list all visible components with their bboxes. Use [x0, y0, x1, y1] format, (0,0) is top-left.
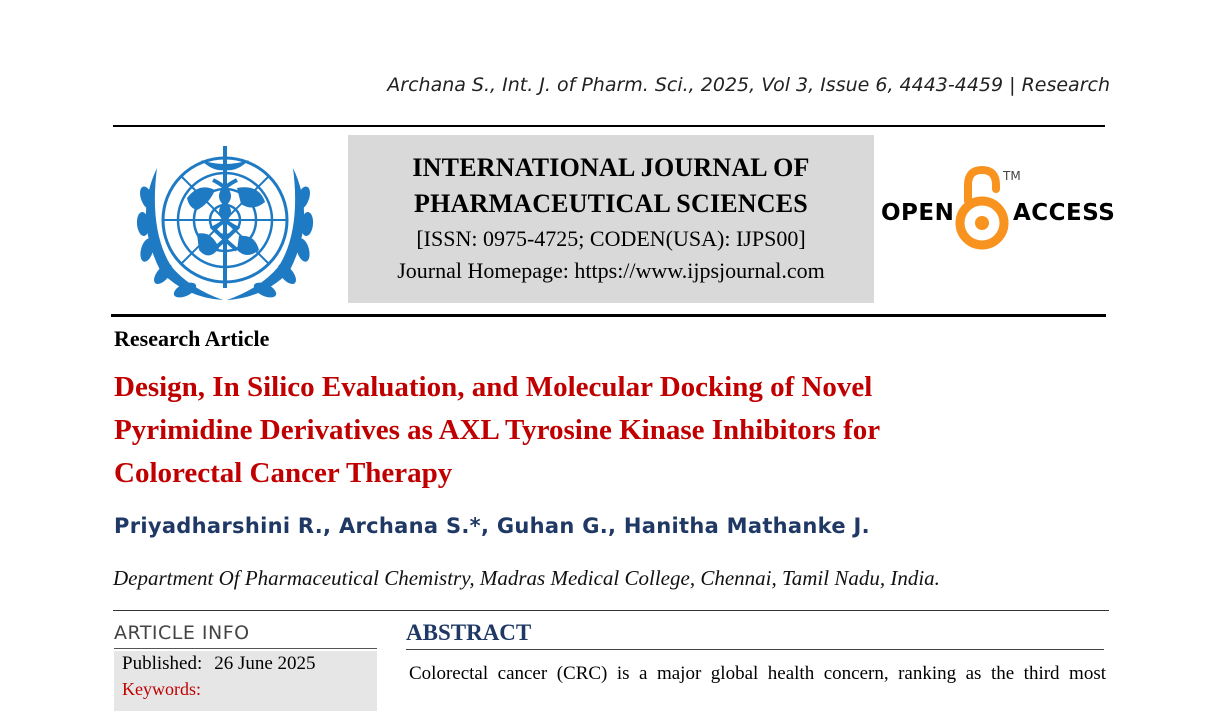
article-info-heading: ARTICLE INFO [114, 622, 250, 644]
journal-name-line2: PHARMACEUTICAL SCIENCES [414, 189, 808, 218]
abstract-heading: ABSTRACT [406, 620, 532, 645]
journal-title-box [348, 135, 874, 303]
affiliation: Department Of Pharmaceutical Chemistry, Madras Medical College, Chennai, Tamil Nadu, India. [113, 566, 940, 590]
open-access-logo [880, 165, 1116, 255]
un-emblem-logo [127, 138, 323, 306]
open-access-word-access: ACCESS [1013, 200, 1116, 226]
published-row [122, 653, 316, 675]
article-title-line2: Pyrimidine Derivatives as AXL Tyrosine Kinase Inhibitors for [114, 414, 881, 446]
keywords-label: Keywords: [122, 679, 201, 699]
header-top-rule [113, 125, 1105, 127]
journal-issn: [ISSN: 0975-4725; CODEN(USA): IJPS00] [416, 226, 806, 251]
journal-homepage: Journal Homepage: https://www.ijpsjournal.com [397, 258, 825, 283]
affiliation-rule [113, 610, 1109, 611]
article-type: Research Article [114, 326, 270, 351]
article-title-line3: Colorectal Cancer Therapy [114, 457, 453, 489]
article-title-line1: Design, In Silico Evaluation, and Molecular Docking of Novel [114, 371, 873, 403]
journal-name-line1: INTERNATIONAL JOURNAL OF [412, 153, 810, 182]
trademark-symbol: TM [1003, 169, 1021, 183]
article-title [114, 366, 1114, 495]
open-access-lock-icon [954, 165, 1010, 251]
published-date: 26 June 2025 [214, 653, 316, 674]
header-bottom-rule [111, 314, 1106, 317]
abstract-rule [406, 649, 1104, 650]
article-info-rule [114, 648, 377, 649]
author-list: Priyadharshini R., Archana S.*, Guhan G., Hanitha Mathanke J. [114, 514, 870, 538]
running-head: Archana S., Int. J. of Pharm. Sci., 2025, Vol 3, Issue 6, 4443-4459 | Research [387, 74, 1110, 96]
journal-name [348, 150, 874, 222]
published-label: Published: [122, 653, 203, 674]
abstract-text: Colorectal cancer (CRC) is a major global health concern, ranking as the third most [409, 663, 1106, 684]
open-access-word-open: OPEN [881, 200, 955, 226]
